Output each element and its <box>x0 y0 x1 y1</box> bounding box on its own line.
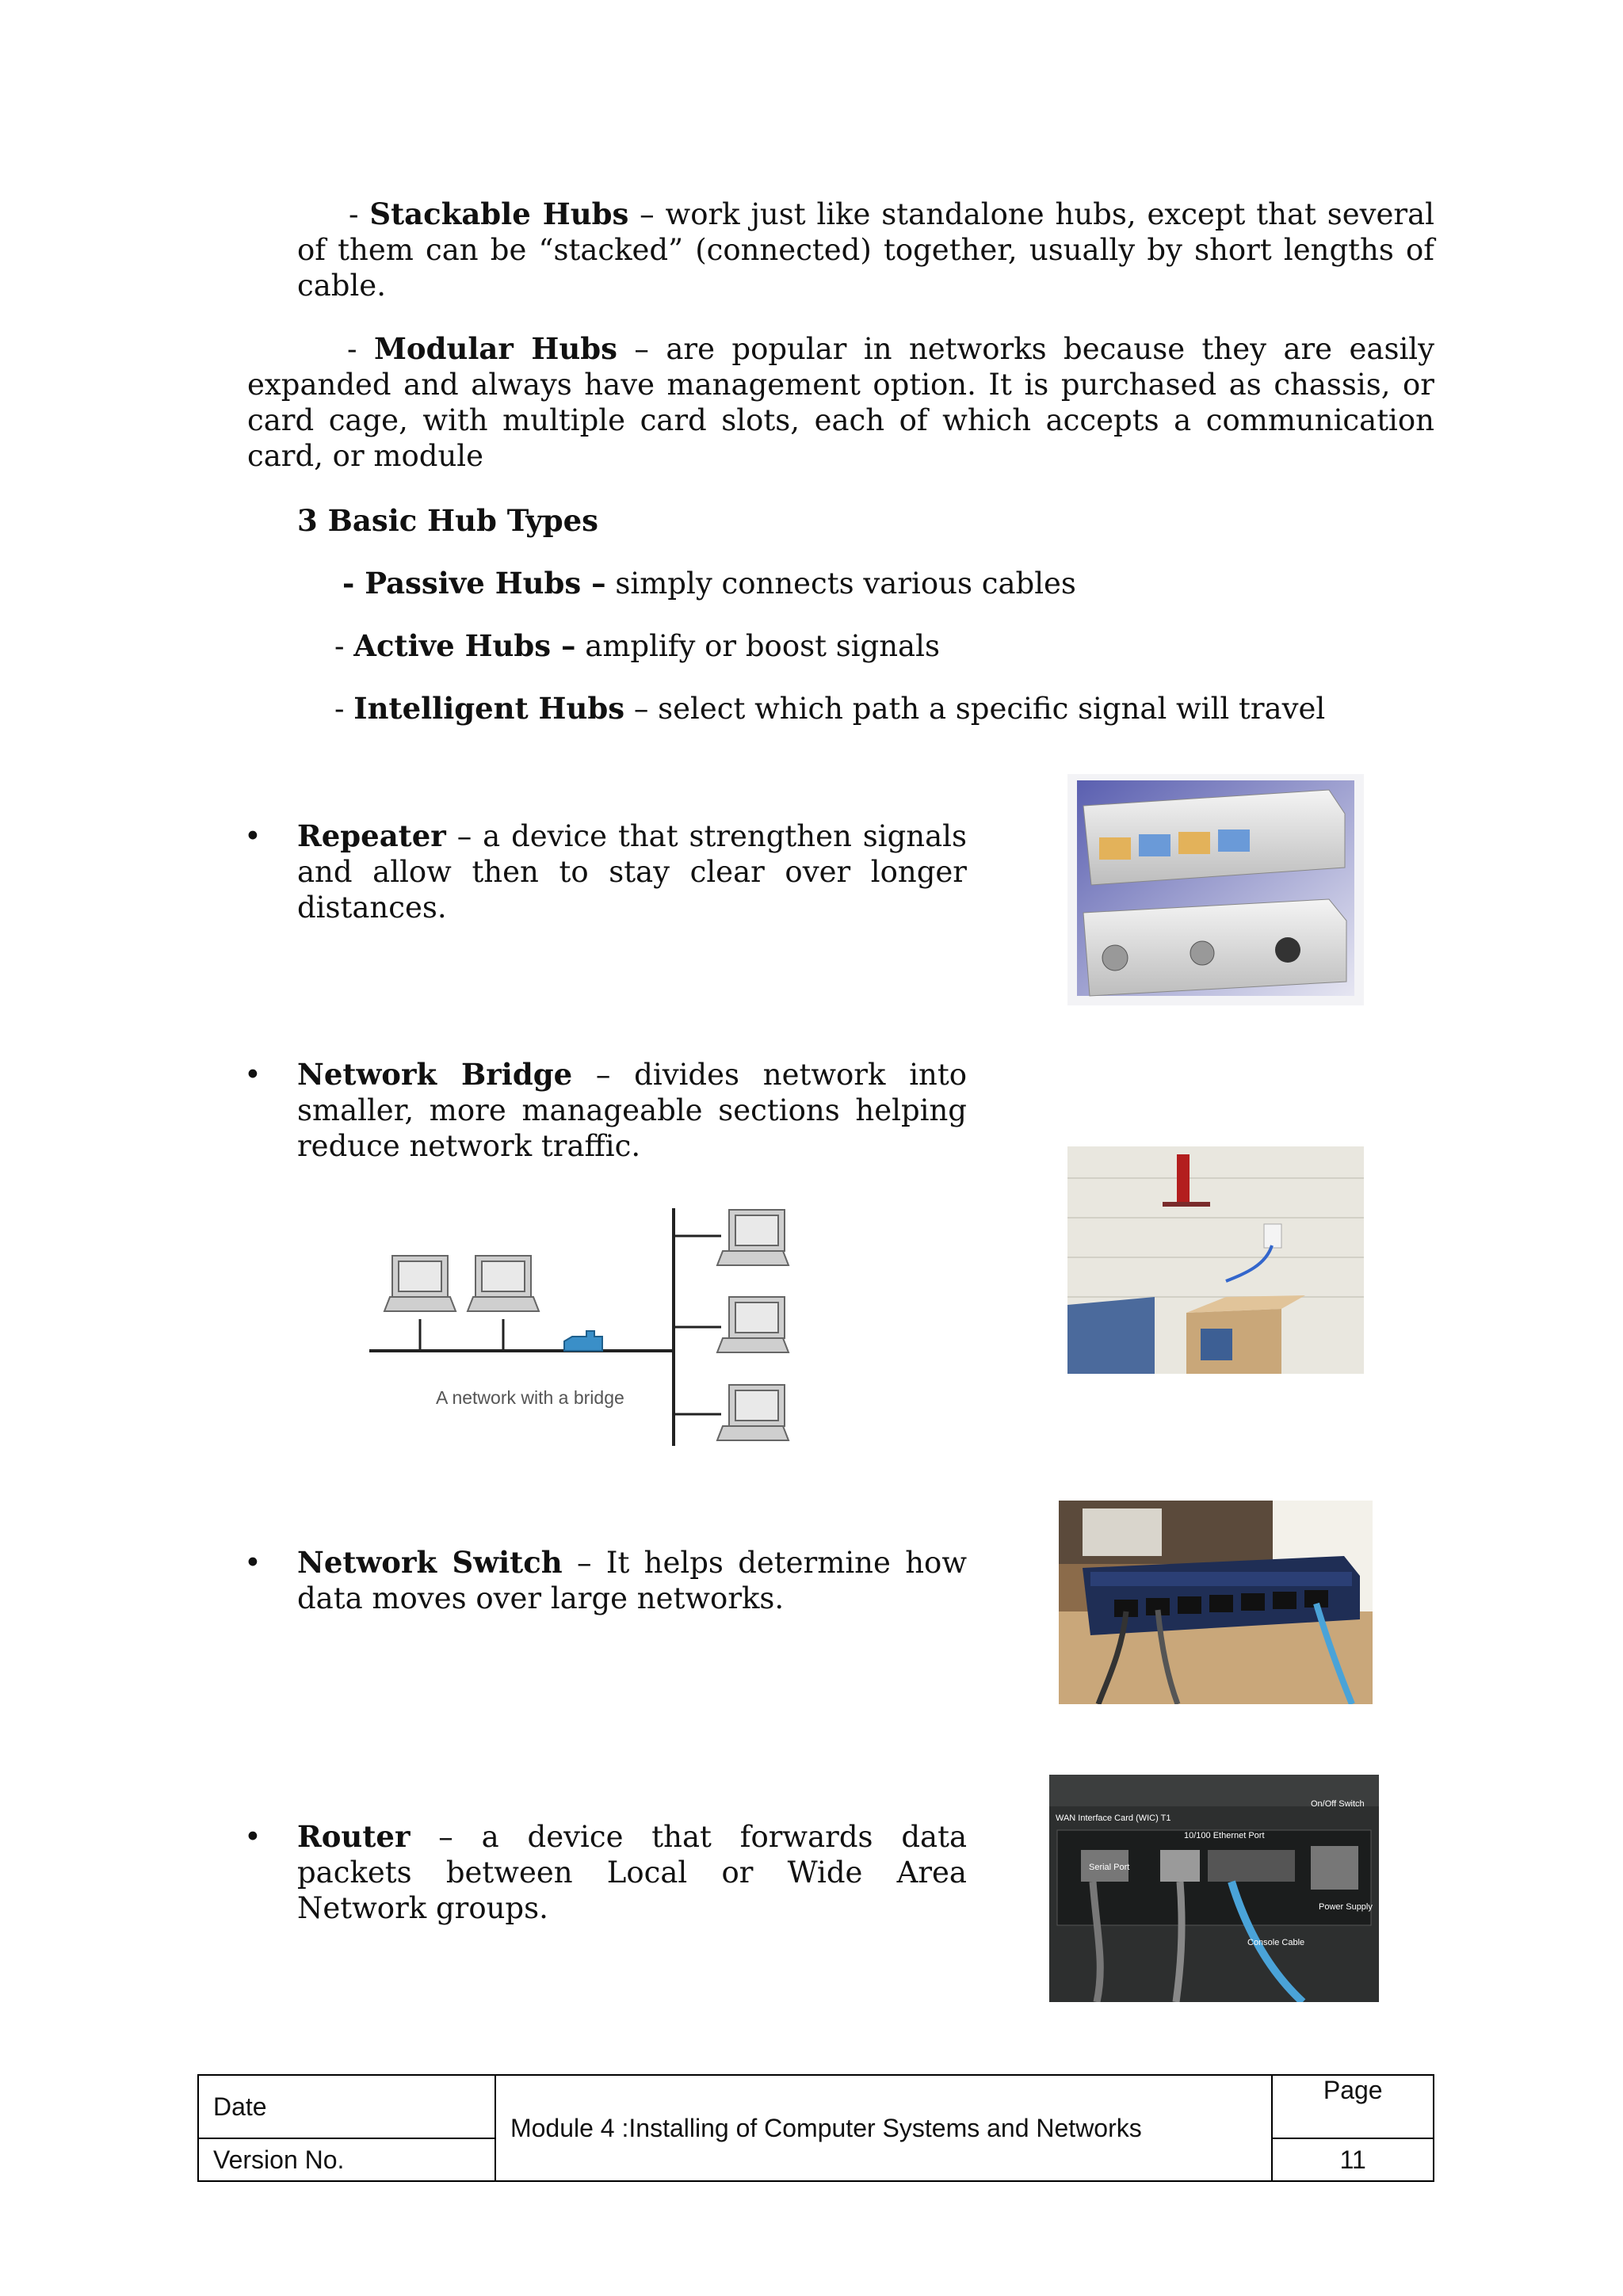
laptop-icon <box>384 1256 456 1311</box>
router-paragraph: Router – a device that forwards data packets between Local or Wide Area Network groups. <box>297 1819 967 1925</box>
bullet-repeater: • <box>244 819 262 853</box>
bullet-network-bridge: • <box>244 1058 262 1092</box>
laptop-icon <box>717 1385 789 1440</box>
footer-page-number: 11 <box>1272 2138 1434 2181</box>
hub-type-intelligent: - Intelligent Hubs – select which path a specific signal will travel <box>334 691 1326 726</box>
repeater-photo <box>1067 774 1364 1005</box>
bullet-network-switch: • <box>244 1546 262 1580</box>
router-label-wan: WAN Interface Card (WIC) T1 <box>1056 1814 1171 1823</box>
network-bridge-paragraph: Network Bridge – divides network into smaller, more manageable sections helping reduce network traffic. <box>297 1057 968 1163</box>
bridge-network-diagram <box>357 1200 808 1470</box>
router-photo <box>1049 1775 1379 2002</box>
bridge-diagram-caption: A network with a bridge <box>436 1387 624 1408</box>
modular-hubs-term: Modular Hubs <box>373 331 617 366</box>
router-label-console: Console Cable <box>1247 1938 1305 1947</box>
footer-version-label: Version No. <box>198 2138 495 2181</box>
laptop-icon <box>717 1297 789 1352</box>
router-label-switch: On/Off Switch <box>1311 1799 1365 1809</box>
router-label-serial: Serial Port <box>1089 1863 1130 1872</box>
router-label-ethernet: 10/100 Ethernet Port <box>1184 1831 1265 1840</box>
hub-types-heading: 3 Basic Hub Types <box>297 503 598 538</box>
bullet-router: • <box>244 1820 262 1854</box>
router-label-power: Power Supply <box>1319 1902 1373 1912</box>
hub-type-active: - Active Hubs – amplify or boost signals <box>334 628 940 663</box>
stackable-hubs-term: Stackable Hubs <box>369 196 629 231</box>
modular-hubs-paragraph: - Modular Hubs – are popular in networks because they are easily expanded and always have management option. It is purchased as chassis, or card cage, with multiple card slots, each of which accepts a communication card, or module <box>247 331 1435 473</box>
laptop-icon <box>468 1256 539 1311</box>
stackable-hubs-paragraph: - Stackable Hubs – work just like standalone hubs, except that several of them can be “stacked” (connected) together, usually by short lengths of cable. <box>297 196 1434 303</box>
network-switch-paragraph: Network Switch – It helps determine how data moves over large networks. <box>297 1545 967 1615</box>
footer-date-label: Date <box>198 2075 495 2138</box>
footer-page-label: Page <box>1272 2075 1434 2138</box>
bridge-photo <box>1067 1146 1364 1374</box>
switch-photo <box>1059 1501 1373 1704</box>
footer-module-title: Module 4 :Installing of Computer Systems and Networks <box>495 2075 1273 2181</box>
bridge-icon <box>564 1331 602 1351</box>
page-footer <box>197 2074 1434 2182</box>
laptop-icon <box>717 1210 789 1265</box>
repeater-paragraph: Repeater – a device that strengthen signals and allow then to stay clear over longer distances. <box>297 818 967 925</box>
hub-type-passive: - Passive Hubs – simply connects various cables <box>342 566 1076 601</box>
